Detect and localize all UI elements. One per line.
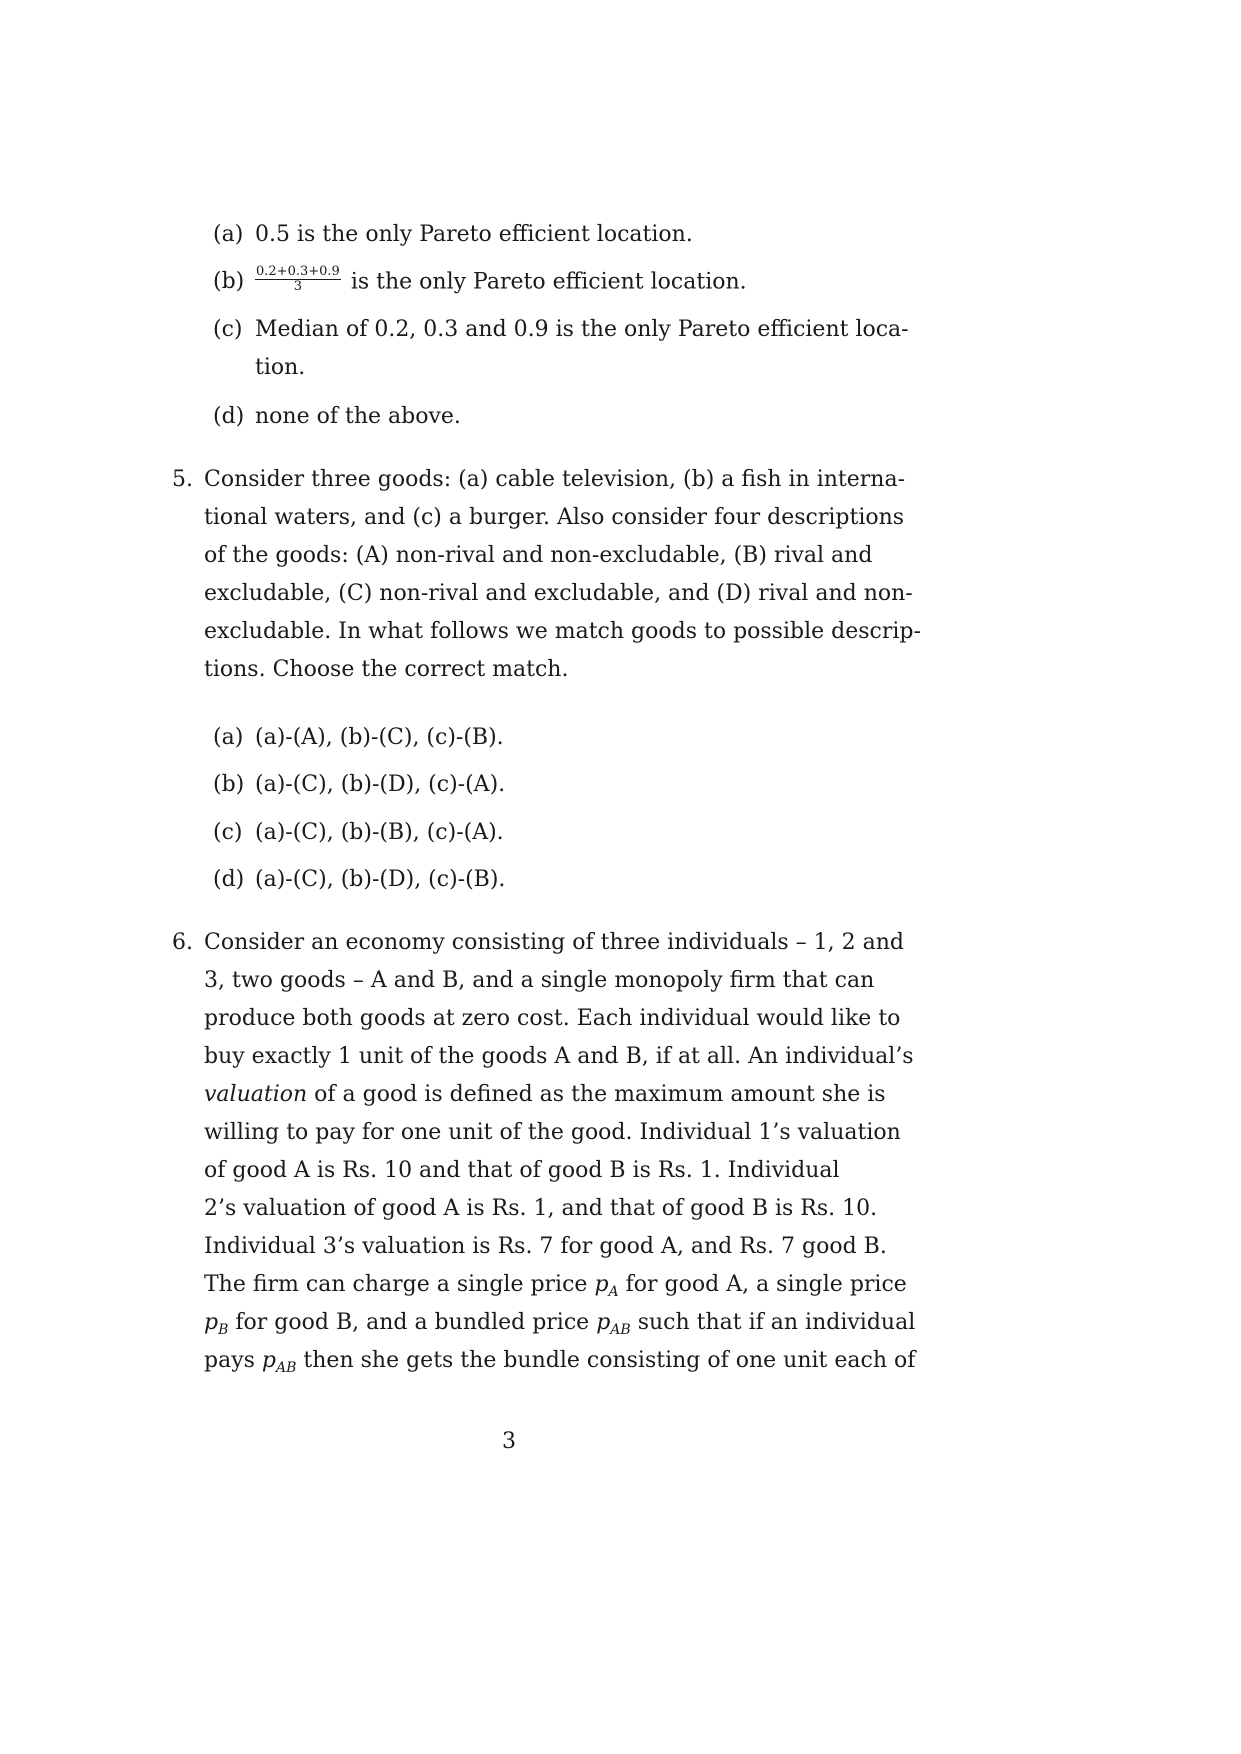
option-label: (a) (213, 725, 244, 750)
question-text-line: willing to pay for one unit of the good. Individual 1’s valuation (204, 1120, 901, 1145)
price-symbol-pAB: $p_{AB}$ (261, 1348, 297, 1376)
question-text-line: tions. Choose the correct match. (204, 657, 569, 682)
option-text-fraction (255, 264, 747, 297)
question-text-line: of good A is Rs. 10 and that of good B is Rs. 1. Individual (204, 1158, 840, 1183)
question-text-line: produce both goods at zero cost. Each individual would like to (204, 1006, 901, 1031)
price-symbol-pB: $p_B$ (204, 1310, 229, 1338)
text-span: of a good is defined as the maximum amount she is (314, 1082, 886, 1107)
option-text: is the only Pareto efficient location. (350, 269, 747, 295)
text-span: for good B, and a bundled price (235, 1310, 590, 1335)
fraction (255, 265, 341, 294)
text-span: for good A, a single price (625, 1272, 907, 1297)
page-number: 3 (502, 1429, 516, 1454)
question-text-line (204, 1347, 915, 1375)
option-label: (c) (213, 317, 243, 342)
question-text-line: of the goods: (A) non-rival and non-excludable, (B) rival and (204, 543, 873, 568)
option-label: (b) (213, 269, 245, 294)
question-number: 5. (172, 467, 193, 492)
fraction-numerator: 0.2+0.3+0.9 (256, 264, 340, 279)
option-text: (a)-(C), (b)-(D), (c)-(B). (255, 867, 506, 892)
option-text-line2: tion. (255, 355, 306, 380)
question-text-line (204, 1271, 907, 1299)
question-text-line: tional waters, and (c) a burger. Also consider four descriptions (204, 505, 905, 530)
text-span: then she gets the bundle consisting of one unit each of (303, 1348, 916, 1373)
question-text-line: buy exactly 1 unit of the goods A and B, if at all. An individual’s (204, 1044, 914, 1069)
option-text: (a)-(C), (b)-(D), (c)-(A). (255, 772, 506, 797)
option-text: (a)-(C), (b)-(B), (c)-(A). (255, 820, 504, 845)
option-text: none of the above. (255, 404, 461, 429)
option-label: (d) (213, 867, 245, 892)
question-text-line: excludable, (C) non-rival and excludable, and (D) rival and non- (204, 581, 913, 606)
option-text: 0.5 is the only Pareto efficient location. (255, 222, 693, 247)
question-text-line (204, 1081, 886, 1109)
text-span: such that if an individual (637, 1310, 916, 1335)
text-span: The firm can charge a single price (204, 1272, 588, 1297)
question-text-line: excludable. In what follows we match goods to possible descrip- (204, 619, 921, 644)
option-label: (c) (213, 820, 243, 845)
fraction-denominator: 3 (293, 279, 303, 294)
option-text: (a)-(A), (b)-(C), (c)-(B). (255, 725, 504, 750)
option-label: (b) (213, 772, 245, 797)
text-span: pays (204, 1348, 255, 1373)
option-label: (a) (213, 222, 244, 247)
question-text-line: Consider an economy consisting of three individuals – 1, 2 and (204, 930, 904, 955)
price-symbol-pAB: $p_{AB}$ (596, 1310, 631, 1338)
question-text-line: 2’s valuation of good A is Rs. 1, and that of good B is Rs. 10. (204, 1196, 878, 1221)
option-label: (d) (213, 404, 245, 429)
emphasis-valuation: valuation (204, 1082, 308, 1107)
price-symbol-pA: $p_A$ (594, 1272, 619, 1300)
question-text-line: Individual 3’s valuation is Rs. 7 for good A, and Rs. 7 good B. (204, 1234, 887, 1259)
question-text-line: 3, two goods – A and B, and a single monopoly firm that can (204, 968, 875, 993)
question-text-line: Consider three goods: (a) cable television, (b) a fish in interna- (204, 467, 906, 492)
option-text-line1: Median of 0.2, 0.3 and 0.9 is the only Pareto efficient loca- (255, 317, 909, 342)
question-text-line (204, 1309, 915, 1337)
question-number: 6. (172, 930, 193, 955)
